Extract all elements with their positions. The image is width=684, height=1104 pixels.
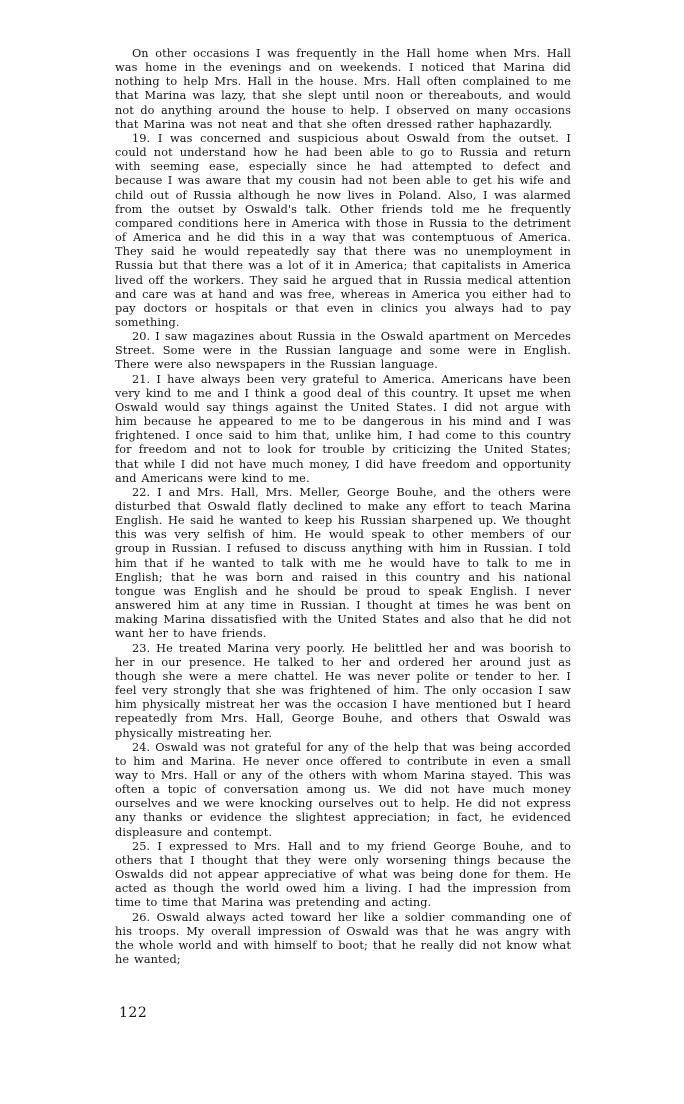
paragraph-23: 23. He treated Marina very poorly. He belittled her and was boorish to her in our presence. He talked to her and ordered her around just as though she were a mere chattel. He was never polite or tender to her. I feel very strongly that she was frightened of him. The only occasion I saw him physically mistreat her was the occasion I have mentioned but I heard repeatedly from Mrs. Hall, George Bouhe, and others that Oswald was physically mistreating her. — [115, 641, 571, 740]
paragraph-26: 26. Oswald always acted toward her like a soldier commanding one of his troops. My overall impression of Oswald was that he was angry with the whole world and with himself to boot; that he really did not know what he wanted; — [115, 910, 571, 966]
paragraph-22: 22. I and Mrs. Hall, Mrs. Meller, George Bouhe, and the others were disturbed that Oswald flatly declined to make any effort to teach Marina English. He said he wanted to keep his Russian sharpened up. We thought this was very selfish of him. He would speak to other members of our group in Russian. I refused to discuss anything with him in Russian. I told him that if he wanted to talk with me he would have to talk to me in English; that he was born and raised in this country and his national tongue was English and he should be proud to speak English. I never answered him at any time in Russian. I thought at times he was bent on making Marina dissatisfied with the United States and also that he did not want her to have friends. — [115, 485, 571, 641]
testimony-text-block — [115, 47, 571, 967]
paragraph-20: 20. I saw magazines about Russia in the Oswald apartment on Mercedes Street. Some were in the Russian language and some were in English. There were also newspapers in the Russian language. — [115, 330, 571, 372]
paragraph-21: 21. I have always been very grateful to America. Americans have been very kind to me and I think a good deal of this country. It upset me when Oswald would say things against the United States. I did not argue with him because he appeared to me to be dangerous in his mind and I was frightened. I once said to him that, unlike him, I had come to this country for freedom and not to look for trouble by criticizing the United States; that while I did not have much money, I did have freedom and opportunity and Americans were kind to me. — [115, 372, 571, 485]
paragraph-25: 25. I expressed to Mrs. Hall and to my friend George Bouhe, and to others that I thought that they were only worsening things because the Oswalds did not appear appreciative of what was being done for them. He acted as though the world owed him a living. I had the impression from time to time that Marina was pretending and acting. — [115, 839, 571, 910]
paragraph-19: 19. I was concerned and suspicious about Oswald from the outset. I could not understand how he had been able to go to Russia and return with seeming ease, especially since he had attempted to defect and because I was aware that my cousin had not been able to get his wife and child out of Russia although he now lives in Poland. Also, I was alarmed from the outset by Oswald's talk. Other friends told me he frequently compared conditions here in America with those in Russia to the detriment of America and he did this in a way that was contemptuous of America. They said he would repeatedly say that there was no unemployment in Russia but that there was a lot of it in America; that capitalists in America lived off the workers. They said he argued that in Russia medical attention and care was at hand and was free, whereas in America you either had to pay doctors or hospitals or that even in clinics you always had to pay something. — [115, 131, 571, 329]
page-number: 122 — [119, 1005, 148, 1021]
paragraph-intro: On other occasions I was frequently in the Hall home when Mrs. Hall was home in the evenings and on weekends. I noticed that Marina did nothing to help Mrs. Hall in the house. Mrs. Hall often complained to me that Marina was lazy, that she slept until noon or thereabouts, and would not do anything around the house to help. I observed on many occasions that Marina was not neat and that she often dressed rather haphazardly. — [115, 47, 571, 131]
paragraph-24: 24. Oswald was not grateful for any of the help that was being accorded to him and Marina. He never once offered to contribute in even a small way to Mrs. Hall or any of the others with whom Marina stayed. This was often a topic of conversation among us. We did not have much money ourselves and we were knocking ourselves out to help. He did not express any thanks or evidence the slightest appreciation; in fact, he evidenced displeasure and contempt. — [115, 740, 571, 839]
